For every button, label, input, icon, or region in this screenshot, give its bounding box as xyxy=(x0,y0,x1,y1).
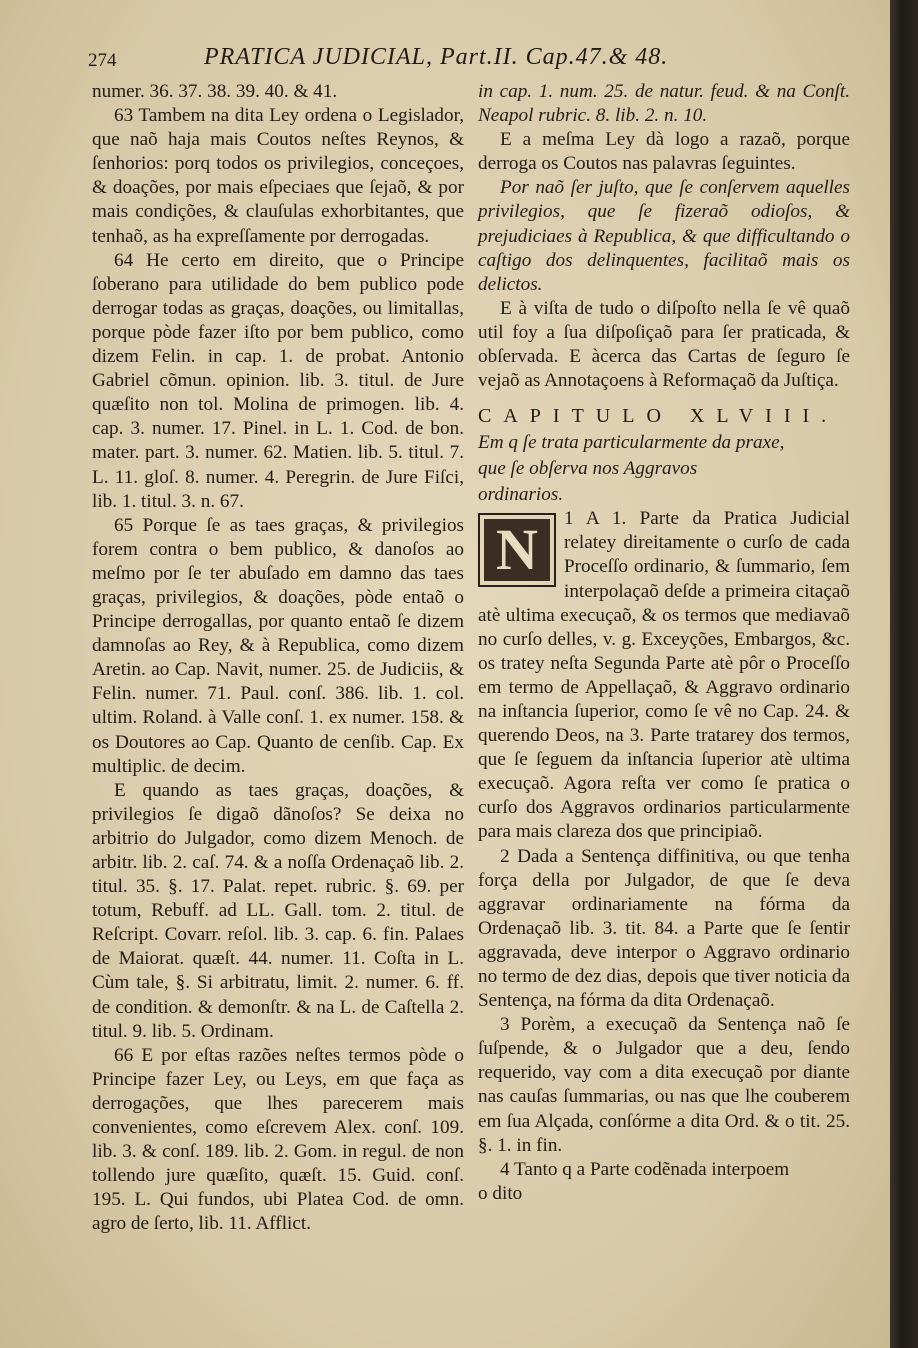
paragraph: E a meſma Ley dà logo a razaõ, porque derroga os Coutos nas palavras ſeguintes. xyxy=(478,129,850,175)
page-number: 274 xyxy=(88,50,117,71)
chapter-title: CAPITULO XLVIII. xyxy=(478,405,839,428)
paragraph: 4 Tanto q a Parte codẽnada interpoem xyxy=(500,1158,790,1180)
catchword: o dito xyxy=(478,1182,523,1204)
paragraph: 63 Tambem na dita Ley ordena o Legislador, que naõ haja mais Coutos neſtes Reynos, & ſenhorios: porq todos os privilegios, conceçoes, & doações, por mais eſpeciaes que ſejaõ, & por mais condições, & clauſulas exhorbitantes, que tenhaõ, as ha expreſſamente por derrogadas. xyxy=(92,105,464,247)
paragraph: 66 E por eſtas razões neſtes termos pòde o Principe fazer Ley, ou Leys, em que faça as derrogações, que lhes parecerem mais convenientes, como eſcrevem Alex. conſ. 109. lib. 3. & conſ. 189. lib. 2. Gom. in regul. de non tollendo jure quæſito, quæſt. 15. Guid. conſ. 195. L. Qui fundos, ubi Platea Cod. de omn. agro de ſerto, lib. 11. Afflict. xyxy=(92,1044,464,1235)
paragraph-number: 1 xyxy=(564,508,574,530)
decorated-initial xyxy=(478,513,556,587)
chapter-subtitle-1: Em q ſe trata particularmente da praxe, xyxy=(478,432,785,454)
paragraph: 2 Dada a Sentença diffinitiva, ou que tenha força della por Julgador, de que ſe deva aggravar ordinariamente na fórma da Ordenaçaõ lib. 3. tit. 84. a Parte que ſe ſentir aggravada, deve interpor o Aggravo ordinario no termo de dez dias, depois que tiver noticia da Sentença, na fórma da dita Ordenaçaõ. xyxy=(478,845,850,1012)
page-edge xyxy=(890,0,918,1348)
chapter-subtitle-2: que ſe obſerva nos Aggravos xyxy=(478,458,698,480)
chapter-heading xyxy=(478,403,850,507)
paragraph: in cap. 1. num. 25. de natur. feud. & na Conſt. Neapol rubric. 8. lib. 2. n. 10. xyxy=(478,81,850,127)
paragraph: 65 Porque ſe as taes graças, & privilegios forem contra o bem publico, & danoſos ao meſmo por ſe ter abuſado em damno das taes graças, privilegios, & doações, pòde entaõ o Principe derrogallas, por quanto entaõ ſe dizem damnoſas ao Rey, & à Republica, como dizem Aretin. ao Cap. Navit, numer. 25. de Judiciis, & Felin. numer. 71. Paul. conſ. 386. lib. 1. col. ultim. Roland. à Valle conſ. 1. ex numer. 158. & os Doutores ao Cap. Quanto de cenſib. Cap. Ex multiplic. de decim. xyxy=(92,514,464,777)
paragraph: 64 He certo em direito, que o Principe ſoberano para utilidade do bem publico pode derrogar todas as graças, doações, ou limitallas, porque pòde fazer iſto por bem publico, como dizem Felin. in cap. 1. de probat. Antonio Gabriel cõmun. opinion. lib. 3. titul. de Jure quæſito non tol. Molina de primogen. lib. 4. cap. 3. numer. 17. Pinel. in L. 1. Cod. de bon. mater. part. 3. numer. 62. Matien. lib. 5. titul. 7. L. 11. gloſ. 8. numer. 4. Peregrin. de Jure Fiſci, lib. 1. titul. 3. n. 67. xyxy=(92,249,464,512)
paragraph: 3 Porèm, a execuçaõ da Sentença naõ ſe ſuſpende, & o Julgador que a deu, ſendo requerido, vay com a dita execuçaõ por diante nas cauſas ſummarias, ou nas que lhe couberem em ſua Alçada, conſórme a dita Ord. & o tit. 25. §. 1. in fin. xyxy=(478,1014,850,1156)
chapter-subtitle-3: ordinarios. xyxy=(478,484,564,506)
running-title: PRATICA JUDICIAL, Part.II. Cap.47.& 48. xyxy=(204,44,669,70)
paragraph: E quando as taes graças, doações, & privilegios ſe digaõ dãnoſos? Se deixa no arbitrio do Julgador, como dizem Menoch. de arbitr. lib. 2. caſ. 74. & a noſſa Ordenaçaõ lib. 2. titul. 35. §. 17. Palat. repet. rubric. §. 69. per totum, Rebuff. ad LL. Gall. tom. 2. titul. de Reſcript. Covarr. reſol. lib. 3. cap. 6. fin. Palaes de Maiorat. quæſt. 44. numer. 11. Coſta in L. Cùm tale, §. Si arbitratu, limit. 2. numer. 6. ff. de condition. & demonſtr. & na L. de Caſtella 2. titul. 9. lib. 5. Ordinam. xyxy=(92,779,464,1042)
right-column xyxy=(478,80,850,1206)
paragraph: E à viſta de tudo o diſpoſto nella ſe vê quaõ util foy a ſua diſpoſiçaõ para ſer praticada, & obſervada. E àcerca das Cartas de ſeguro ſe vejaõ as Annotaçoens à Reformaçaõ da Juſtiça. xyxy=(478,297,850,392)
initial-letter: N xyxy=(496,517,538,583)
left-column xyxy=(92,80,464,1237)
paragraph: numer. 36. 37. 38. 39. 40. & 41. xyxy=(92,81,338,102)
opening-paragraph xyxy=(478,507,850,844)
page-header xyxy=(88,44,868,80)
opening-body: A 1. Parte da Pratica Judicial relatey direitamente o curſo de cada Proceſſo ordinario, & ſummario, ſem interpolaçaõ deſde a primeira citaçaõ atè ultima execuçaõ, & os termos que mediavaõ no curſo delles, v. g. Exceyções, Embargos, &c. os tratey neſta Segunda Parte atè pôr o Proceſſo em termo de Appellaçaõ, & Aggravo ordinario na inſtancia ſuperior, como ſe vê no Cap. 24. & querendo Deos, na 3. Parte tratarey dos termos, que ſe ſeguem da inſtancia ſuperior atè ultima execuçaõ. Agora reſta ver como ſe pratica o curſo dos Aggravos ordinarios particularmente para mais clareza dos que principiaõ. xyxy=(478,508,850,843)
paragraph: Por naõ ſer juſto, que ſe conſervem aquelles privilegios, que ſe fizeraõ odioſos, & prejudiciaes à Republica, & que difficultando o caſtigo dos delinquentes, facilitaõ mais os delictos. xyxy=(478,177,850,295)
